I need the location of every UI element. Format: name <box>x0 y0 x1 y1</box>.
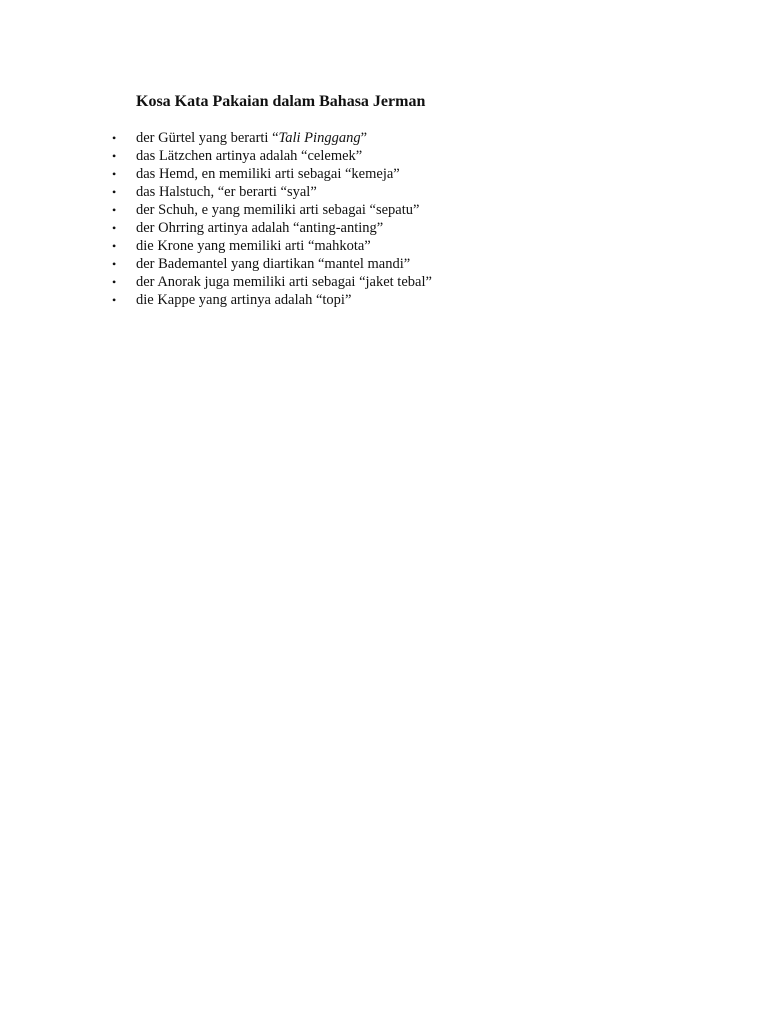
list-item-text <box>136 273 432 291</box>
bullet-icon: • <box>112 167 117 181</box>
list-item-text <box>136 201 419 219</box>
bullet-icon: • <box>112 221 117 235</box>
document-title: Kosa Kata Pakaian dalam Bahasa Jerman <box>136 93 426 110</box>
list-item-prefix: der Ohrring artinya adalah “anting-anting” <box>136 220 384 236</box>
bullet-icon: • <box>112 293 117 307</box>
list-item-italic: Tali Pinggang <box>278 130 361 146</box>
list-item-prefix: der Anorak juga memiliki arti sebagai “jaket tebal” <box>136 274 432 290</box>
list-item-text <box>136 183 317 201</box>
list-item-prefix: die Kappe yang artinya adalah “topi” <box>136 292 352 308</box>
list-item-prefix: das Halstuch, “er berarti “syal” <box>136 184 317 200</box>
list-item-suffix: ” <box>360 130 368 146</box>
list-item-text <box>136 165 400 183</box>
list-item-text <box>136 147 362 165</box>
bullet-icon: • <box>112 257 117 271</box>
list-item-text <box>136 129 367 147</box>
bullet-icon: • <box>112 185 117 199</box>
bullet-icon: • <box>112 239 117 253</box>
list-item-prefix: die Krone yang memiliki arti “mahkota” <box>136 238 371 254</box>
list-item-prefix: das Hemd, en memiliki arti sebagai “kemeja” <box>136 166 400 182</box>
bullet-icon: • <box>112 275 117 289</box>
list-item-prefix: der Gürtel yang berarti “ <box>136 130 279 146</box>
bullet-icon: • <box>112 203 117 217</box>
list-item-text <box>136 219 383 237</box>
list-item-prefix: der Schuh, e yang memiliki arti sebagai “sepatu” <box>136 202 420 218</box>
bullet-icon: • <box>112 131 117 145</box>
bullet-icon: • <box>112 149 117 163</box>
list-item-text <box>136 255 410 273</box>
list-item-prefix: das Lätzchen artinya adalah “celemek” <box>136 148 363 164</box>
list-item-text <box>136 291 351 309</box>
list-item-text <box>136 237 371 255</box>
list-item-prefix: der Bademantel yang diartikan “mantel mandi” <box>136 256 411 272</box>
